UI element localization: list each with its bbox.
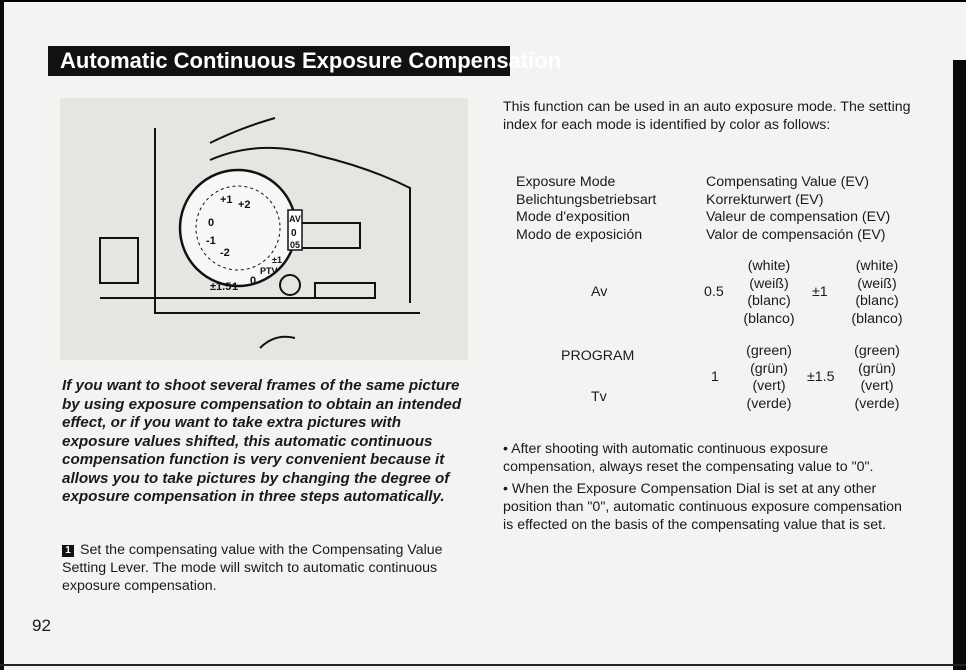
value-b-program: ±1.5 [807,369,835,385]
step-text: Set the compensating value with the Compensating Value Setting Lever. The mode will switch to automatic continuous exposure compensation. [62,542,443,594]
page-number: 92 [32,616,51,635]
step-1 [62,541,467,595]
colors-b-program: (green) (grün) (vert) (verde) [854,343,900,412]
value-b-av: ±1 [812,284,828,300]
left-page-edge [0,0,4,670]
step-number-badge: 1 [62,545,74,557]
function-description: This function can be used in an auto exposure mode. The setting index for each mode is identified by color as follows: [503,99,911,133]
dial-mark: +2 [238,199,251,211]
colors-a-program: (green) (grün) (vert) (verde) [746,343,792,412]
right-page-edge [953,60,966,670]
top-border [0,0,966,2]
dial-mark: +1 [220,194,233,206]
value-a-program: 1 [711,369,719,385]
page-title: Automatic Continuous Exposure Compensation [48,46,510,76]
dial-mark: ±1.5 [210,281,232,293]
bottom-border [0,664,966,666]
camera-illustration [60,98,468,360]
colors-b-av: (white) (weiß) (blanc) (blanco) [851,258,903,327]
mode-mark: ±1 [272,255,282,265]
table-header [505,166,905,272]
compensation-dial [180,170,296,286]
mode-mark: AV [289,214,301,224]
dial-mark: 1 [232,281,239,293]
header-exposure-mode: Exposure Mode Belichtungsbetriebsart Mode d'exposition Modo de exposición [516,174,657,243]
dial-mark: 0 [208,217,215,229]
note-item: • When the Exposure Compensation Dial is set at any other position than "0", automatic continuous exposure compensation is effected on the basis of the compensating value that is set. [503,481,902,533]
intro-italic-paragraph: If you want to shoot several frames of the same picture by using exposure compensation to obtain an intended effect, or if you want to take extra pictures with exposure values shifted, this automatic continuous compensation function is very convenient because it allows you to take pictures by changing the degree of exposure compensation in three steps automatically. [62,377,462,505]
header-compensating-value: Compensating Value (EV) Korrekturwert (EV) Valeur de compensation (EV) Valor de compensación (EV) [706,174,891,243]
colors-a-av: (white) (weiß) (blanc) (blanco) [743,258,795,327]
mode-mark: PTV [260,266,278,276]
notes-list [503,440,913,538]
bullet-icon: • [503,481,508,497]
mode-program: PROGRAM [561,348,635,364]
bullet-icon: • [503,441,508,457]
note-item: • After shooting with automatic continuous exposure compensation, always reset the compensating value to "0". [503,441,874,475]
mode-mark: 05 [290,240,301,250]
mode-mark: 0 [291,228,297,239]
mode-tv: Tv [591,389,607,405]
dial-mark: -2 [220,247,230,259]
dial-mark: -1 [206,235,216,247]
mode-av: Av [591,284,608,300]
dial-mark: 0 [250,275,257,287]
value-a-av: 0.5 [704,284,724,300]
